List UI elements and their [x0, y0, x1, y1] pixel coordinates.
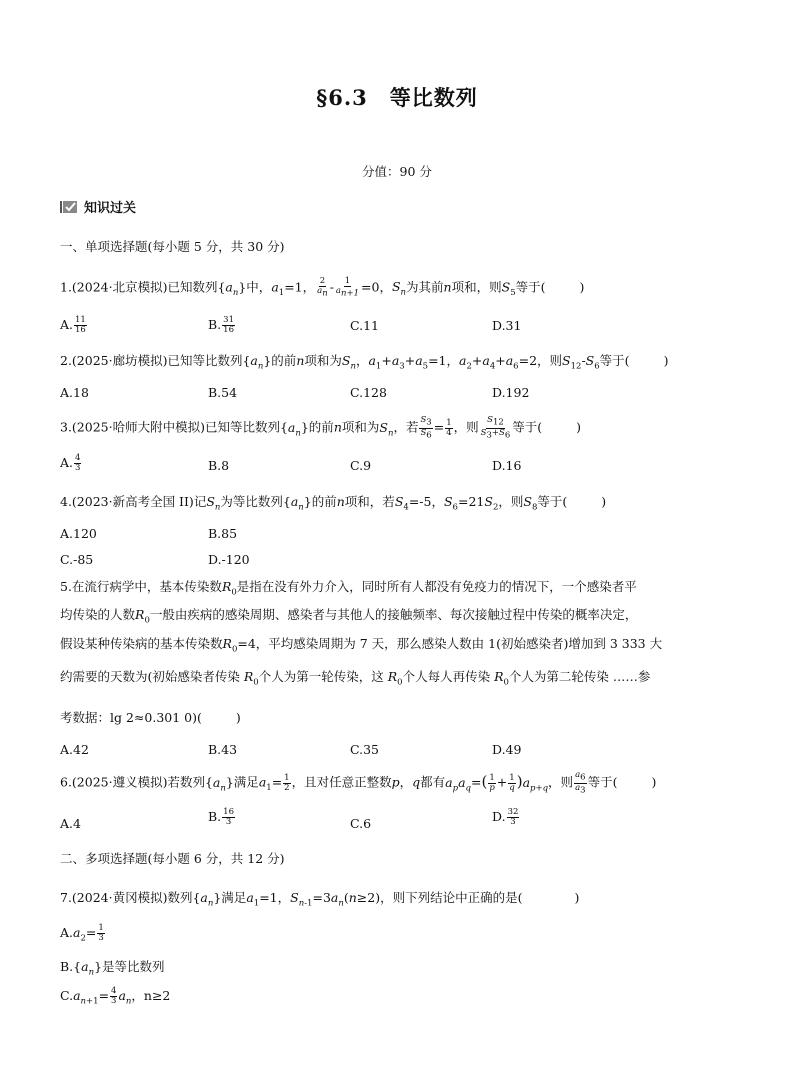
q5-option-d[interactable]: D.49 — [492, 742, 522, 757]
q4-option-c[interactable]: C.-85 — [60, 552, 94, 567]
question-5-line-3: 假设某种传染病的基本传染数$R_0=4$，平均感染周期为 7 天，那么感染人数由 1(初始感染者)增加到 3 333 大 — [60, 636, 663, 655]
q5-option-b[interactable]: B.43 — [208, 742, 238, 757]
q5-option-a[interactable]: A.42 — [60, 742, 89, 757]
section-heading: 知识过关 — [60, 197, 136, 216]
score-label: 分值：90 分 — [362, 164, 432, 179]
checkmark-icon — [60, 200, 78, 214]
q1-option-d[interactable]: D.31 — [492, 318, 522, 333]
q1-option-c[interactable]: C.11 — [350, 318, 379, 333]
page-title: §6.3 等比数列 — [316, 85, 478, 110]
question-7: 7.(2024·黄冈模拟)数列$\{a_n\}$满足$a_1=1$，$S_{n-1}=3a_n(n\ge 2)$，则下列结论中正确的是( ) — [60, 890, 580, 909]
question-5-line-1: 5.在流行病学中，基本传染数$R_0$是指在没有外力介入，同时所有人都没有免疫力的情况下，一个感染者平 — [60, 579, 637, 598]
part2-header: 二、多项选择题(每小题 6 分，共 12 分) — [60, 851, 285, 866]
question-5-line-5: 考数据：lg 2≈0.301 0)( ) — [60, 710, 241, 725]
q3-option-c[interactable]: C.9 — [350, 458, 372, 473]
question-1: 1.(2024·北京模拟)已知数列$\{a_n\}$中，$a_1=1$， $\frac{2}{a_n}$ - $\frac{1}{a_{n+1}}$ =0，$S_n$为其前n项和，则$S_5$等于( ) — [60, 276, 585, 299]
q4-option-d[interactable]: D.-120 — [208, 552, 250, 567]
question-5-line-4: 约需要的天数为(初始感染者传染 $R_0$个人为第一轮传染，这 $R_0$个人每人再传染 $R_0$个人为第二轮传染 ……参 — [60, 669, 651, 688]
q2-option-a[interactable]: A.18 — [60, 385, 89, 400]
question-6: 6.(2025·遵义模拟)若数列$\{a_n\}$满足$a_1=$ $\frac{1}{2}$ ，且对任意正整数p，q都有$a_pa_q=$( $\frac{1}{p}$ + $\frac{1}{q}$ )$a_{p+q}$，则 $\frac{a_6}{a_3}$ 等于( ) — [60, 770, 657, 796]
q6-option-b[interactable]: B. $\frac{16}{3}$ — [208, 807, 234, 827]
q7-option-a[interactable]: $A.a_2=$ $\frac{1}{3}$ — [60, 923, 104, 944]
q1-option-a[interactable]: A. $\frac{11}{16}$ — [60, 315, 86, 335]
q4-option-a[interactable]: A.120 — [60, 526, 97, 541]
q6-option-c[interactable]: C.6 — [350, 816, 372, 831]
question-5-line-2: 均传染的人数$R_0$一般由疾病的感染周期、感染者与其他人的接触频率、每次接触过程中传染的概率决定， — [60, 607, 638, 626]
q6-option-a[interactable]: A.4 — [60, 816, 81, 831]
q2-option-d[interactable]: D.192 — [492, 385, 530, 400]
q3-option-a[interactable]: A. $\frac{4}{3}$ — [60, 453, 81, 473]
q6-option-d[interactable]: D. $\frac{32}{3}$ — [492, 807, 519, 827]
part1-header: 一、单项选择题(每小题 5 分，共 30 分) — [60, 239, 285, 254]
question-2: 2.(2025·廊坊模拟)已知等比数列$\{a_n\}$的前n项和为$S_n$，$a_1+a_3+a_5=1$，$a_2+a_4+a_6=2$，则$S_{12}-S_6$等于( ) — [60, 353, 669, 372]
q1-option-b[interactable]: B. $\frac{31}{16}$ — [208, 315, 234, 335]
q4-option-b[interactable]: B.85 — [208, 526, 238, 541]
q3-option-b[interactable]: B.8 — [208, 458, 230, 473]
q2-option-c[interactable]: C.128 — [350, 385, 387, 400]
q5-option-c[interactable]: C.35 — [350, 742, 379, 757]
question-4: 4.(2023·新高考全国 II)记$S_n$为等比数列$\{a_n\}$的前n项和，若$S_4=-5$，$S_6=21S_2$，则$S_8$等于( ) — [60, 494, 607, 513]
q3-option-d[interactable]: D.16 — [492, 458, 522, 473]
question-3: 3.(2025·哈师大附中模拟)已知等比数列$\{a_n\}$的前n项和为$S_n$，若 $\frac{S_3}{S_6}$ = $\frac{1}{4}$ ，则 $\frac{S_{12}}{S_3+S_6}$ 等于( ) — [60, 415, 582, 441]
q7-option-b[interactable]: $B.\{a_n\}$是等比数列 — [60, 959, 165, 978]
q2-option-b[interactable]: B.54 — [208, 385, 238, 400]
q7-option-c[interactable]: $C.a_{n+1}=$ $\frac{4}{3}$ $a_n$，n≥2 — [60, 986, 171, 1007]
